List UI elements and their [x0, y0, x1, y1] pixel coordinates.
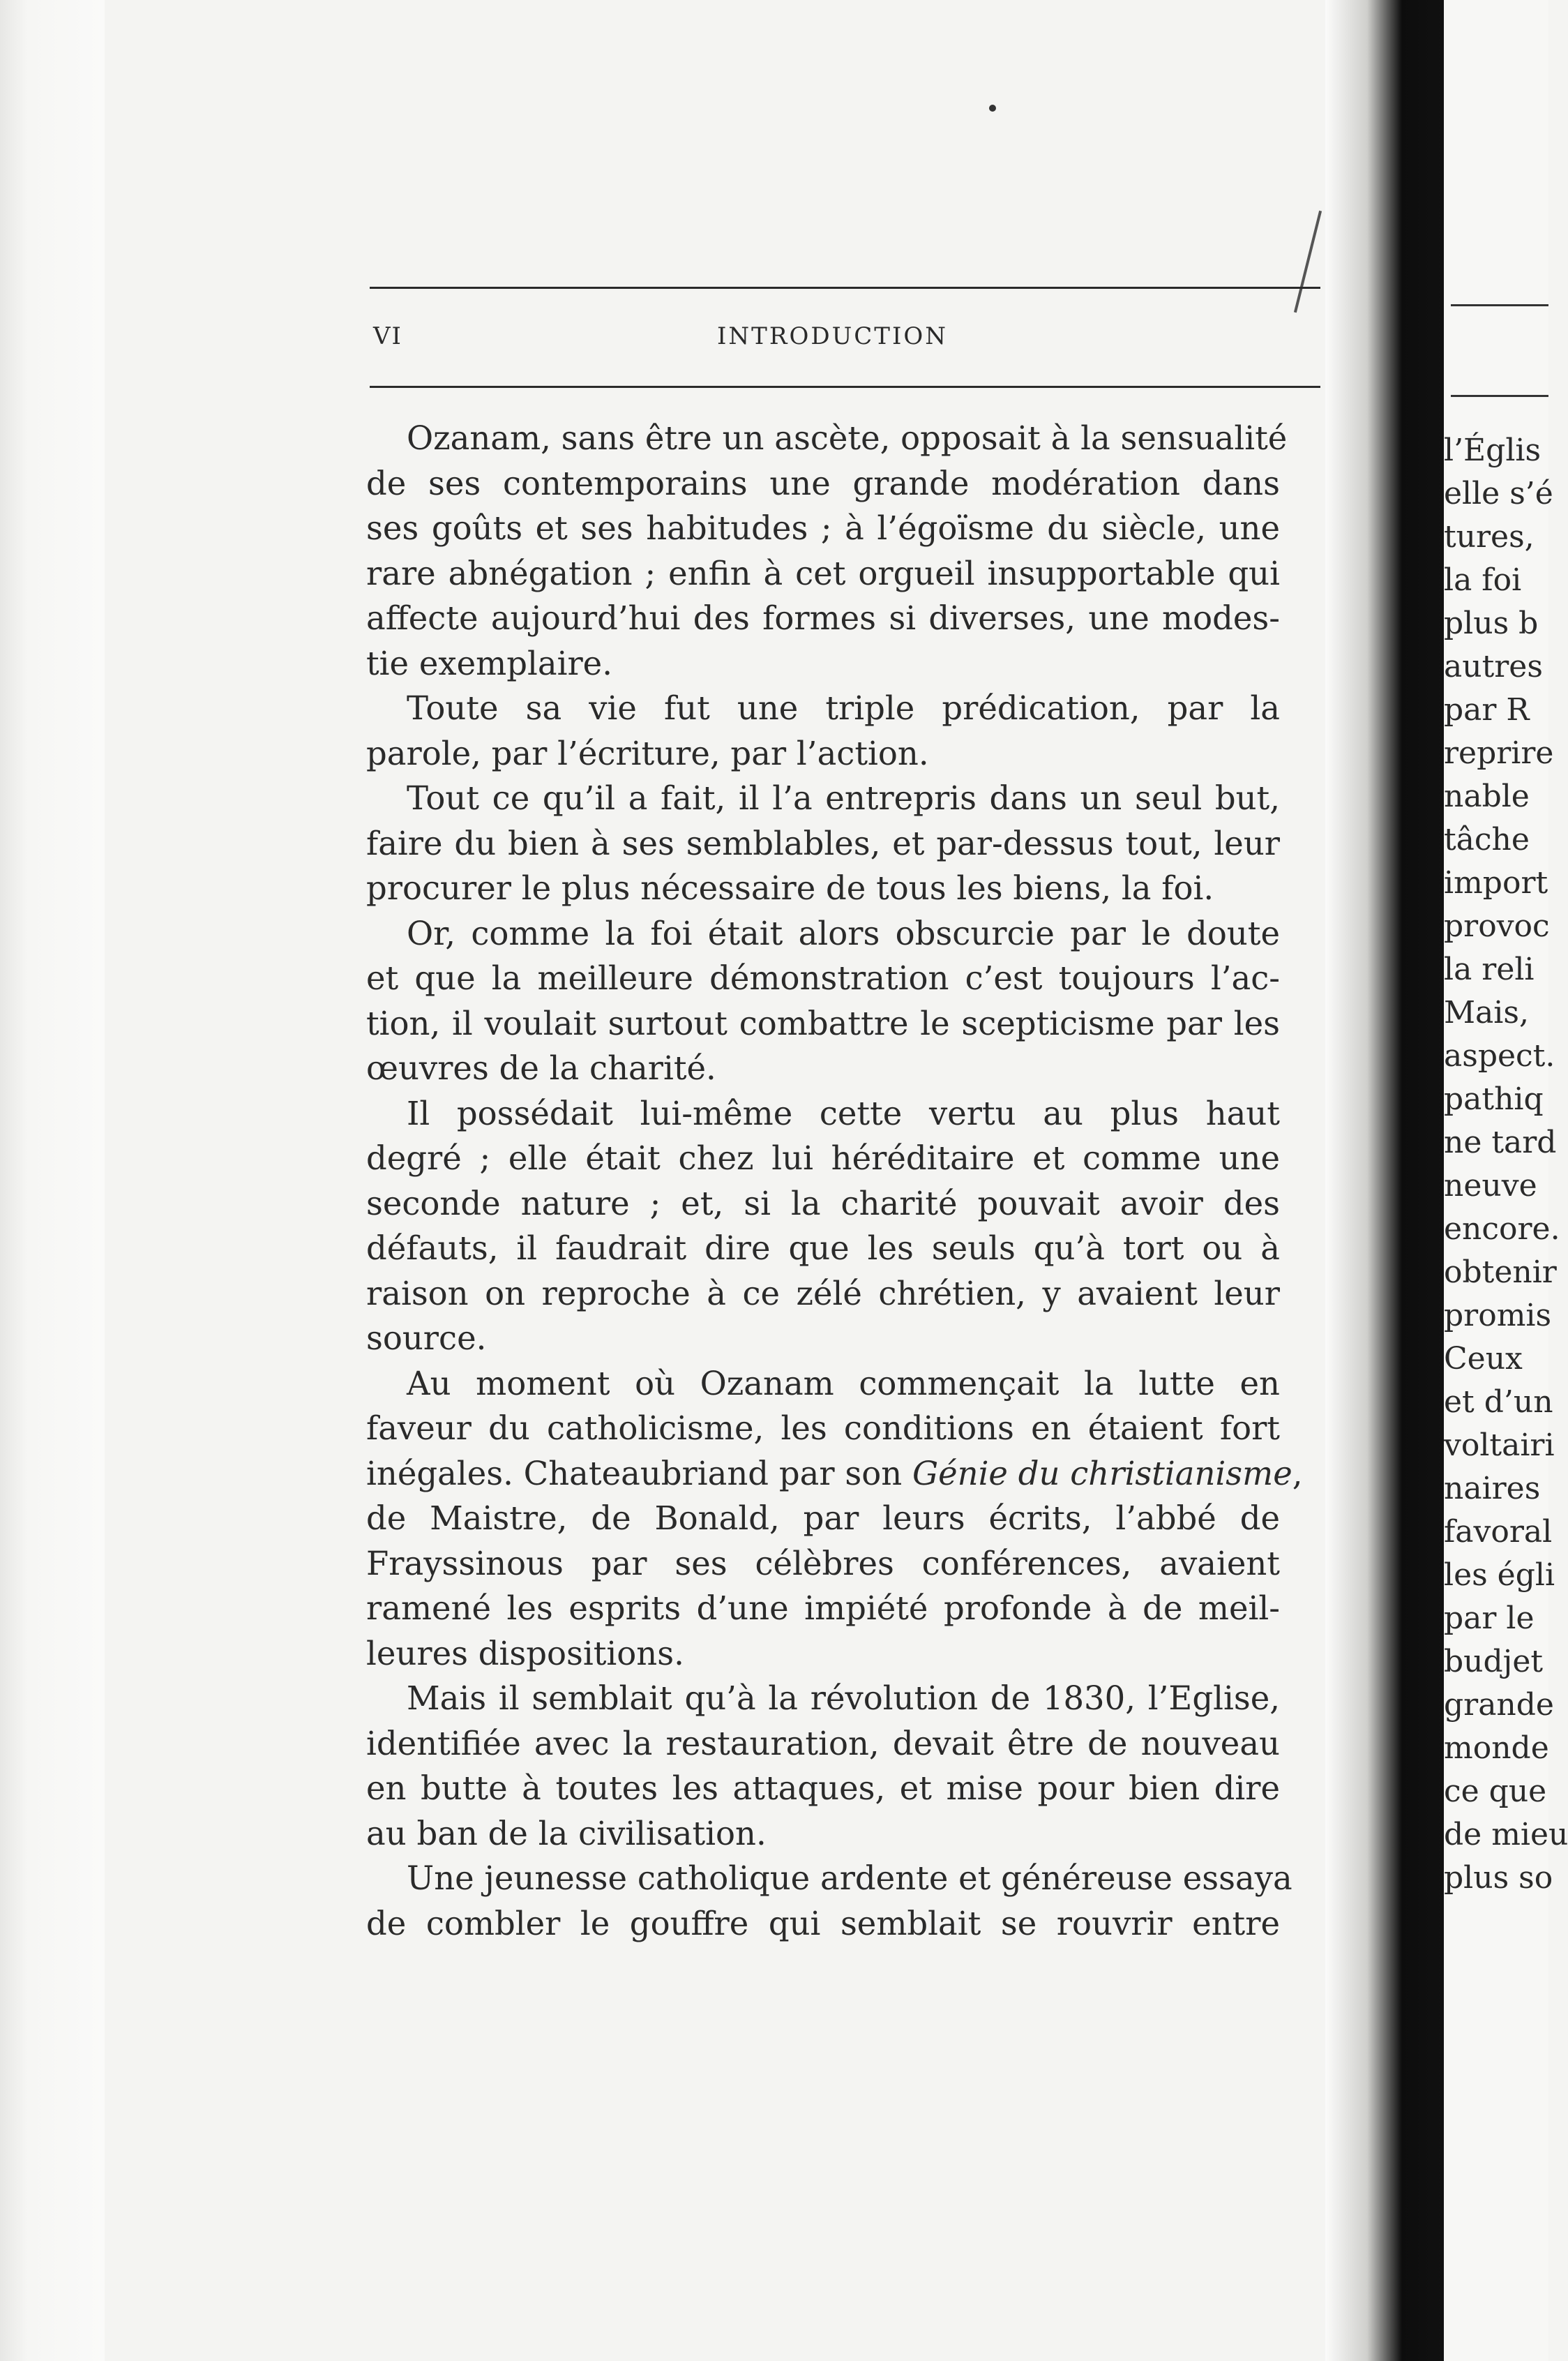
text-line: Tout ce qu’il a fait, il l’a entrepris dans un seul but, [407, 779, 1280, 817]
text-line: de ses contemporains une grande modération dans [366, 464, 1280, 502]
body-text [366, 416, 1303, 1946]
facing-line-fragment: Mais, [1444, 995, 1529, 1030]
facing-line-fragment: encore. [1444, 1211, 1560, 1247]
facing-line-fragment: elle s’é [1444, 476, 1553, 511]
text-line: défauts, il faudrait dire que les seuls qu’à tort ou à [366, 1229, 1280, 1267]
text-line: Toute sa vie fut une triple prédication, par la [407, 689, 1280, 727]
text-line: rare abnégation ; enfin à cet orgueil insupportable qui [366, 554, 1280, 592]
text-line: tion, il voulait surtout combattre le scepticisme par les [366, 1004, 1280, 1042]
facing-line-fragment: tures, [1444, 519, 1535, 555]
facing-line-fragment: nable [1444, 779, 1530, 814]
text-line: ses goûts et ses habitudes ; à l’égoïsme du siècle, une [366, 509, 1280, 547]
facing-line-fragment: les égli [1444, 1557, 1555, 1593]
left-page-edge [0, 0, 105, 2361]
text-line: Ozanam, sans être un ascète, opposait à la sensualité [407, 419, 1288, 457]
text-line: identifiée avec la restauration, devait être de nouveau [366, 1724, 1280, 1762]
text-line: procurer le plus nécessaire de tous les biens, la foi. [366, 869, 1214, 907]
text-line: parole, par l’écriture, par l’action. [366, 734, 929, 772]
margin-mark [1294, 211, 1322, 313]
facing-line-fragment: la reli [1444, 952, 1535, 987]
facing-header-rule-top [1451, 304, 1548, 306]
text-line: leures dispositions. [366, 1634, 684, 1672]
facing-line-fragment: par le [1444, 1601, 1535, 1636]
facing-line-fragment: de mieu [1444, 1817, 1568, 1852]
text-line: Au moment où Ozanam commençait la lutte en [407, 1364, 1280, 1402]
facing-line-fragment: reprire [1444, 735, 1554, 771]
text-line: Or, comme la foi était alors obscurcie par le doute [407, 914, 1280, 952]
text-line: de combler le gouffre qui semblait se rouvrir entre [366, 1904, 1280, 1942]
text-line: tie exemplaire. [366, 644, 612, 682]
facing-line-fragment: import [1444, 865, 1548, 901]
facing-line-fragment: pathiq [1444, 1081, 1544, 1117]
facing-line-fragment: plus so [1444, 1860, 1553, 1896]
facing-line-fragment: et d’un [1444, 1384, 1553, 1420]
facing-line-fragment: la foi [1444, 562, 1522, 598]
facing-line-fragment: obtenir [1444, 1254, 1557, 1290]
facing-line-fragment: provoc [1444, 908, 1550, 944]
facing-line-fragment: monde [1444, 1730, 1549, 1766]
facing-header-rule-bottom [1451, 395, 1548, 397]
text-line: degré ; elle était chez lui héréditaire et comme une [366, 1139, 1280, 1177]
text-line: Frayssinous par ses célèbres conférences, avaient [366, 1544, 1280, 1582]
text-line: raison on reproche à ce zélé chrétien, y avaient leur [366, 1274, 1280, 1312]
facing-line-fragment: favoral [1444, 1514, 1553, 1550]
facing-line-fragment: ce que [1444, 1774, 1547, 1809]
text-line: au ban de la civilisation. [366, 1814, 767, 1852]
facing-line-fragment: l’Églis [1444, 433, 1541, 468]
text-line: seconde nature ; et, si la charité pouvait avoir des [366, 1184, 1280, 1222]
text-line: Il possédait lui-même cette vertu au plus haut [407, 1094, 1280, 1132]
ink-speck [989, 105, 996, 112]
text-line: source. [366, 1319, 487, 1357]
text-line: Une jeunesse catholique ardente et généreuse essaya [407, 1859, 1292, 1897]
header-rule-bottom [370, 386, 1320, 388]
facing-page-text [1444, 429, 1568, 1900]
running-title: INTRODUCTION [717, 322, 948, 350]
text-line: inégales. Chateaubriand par son Génie du christianisme, [366, 1454, 1303, 1492]
facing-line-fragment: budjet [1444, 1644, 1544, 1679]
header-rule-top [370, 287, 1320, 289]
text-line: Mais il semblait qu’à la révolution de 1830, l’Eglise, [407, 1679, 1280, 1717]
facing-line-fragment: neuve [1444, 1168, 1537, 1204]
facing-line-fragment: grande [1444, 1687, 1554, 1723]
text-line: œuvres de la charité. [366, 1049, 716, 1087]
text-line: faire du bien à ses semblables, et par-dessus tout, leur [366, 824, 1280, 862]
facing-line-fragment: par R [1444, 692, 1530, 728]
book-binding-gutter [1325, 0, 1444, 2361]
text-line: affecte aujourd’hui des formes si diverses, une modes- [366, 599, 1280, 637]
facing-line-fragment: plus b [1444, 606, 1539, 641]
facing-line-fragment: aspect. [1444, 1038, 1555, 1074]
facing-line-fragment: ne tard [1444, 1125, 1557, 1160]
facing-line-fragment: naires [1444, 1471, 1541, 1506]
text-line: faveur du catholicisme, les conditions en étaient fort [366, 1409, 1280, 1447]
text-line: en butte à toutes les attaques, et mise pour bien dire [366, 1769, 1280, 1807]
facing-line-fragment: promis [1444, 1298, 1552, 1333]
facing-line-fragment: tâche [1444, 822, 1530, 857]
text-line: de Maistre, de Bonald, par leurs écrits, l’abbé de [366, 1499, 1280, 1537]
facing-line-fragment: voltairi [1444, 1427, 1555, 1463]
book-title-italic: Génie du christianisme [912, 1454, 1292, 1492]
page-number: VI [373, 322, 402, 350]
facing-line-fragment: autres [1444, 649, 1543, 684]
text-line: et que la meilleure démonstration c’est toujours l’ac- [366, 959, 1280, 997]
facing-line-fragment: Ceux [1444, 1341, 1523, 1377]
text-line: ramené les esprits d’une impiété profonde à de meil- [366, 1589, 1280, 1627]
